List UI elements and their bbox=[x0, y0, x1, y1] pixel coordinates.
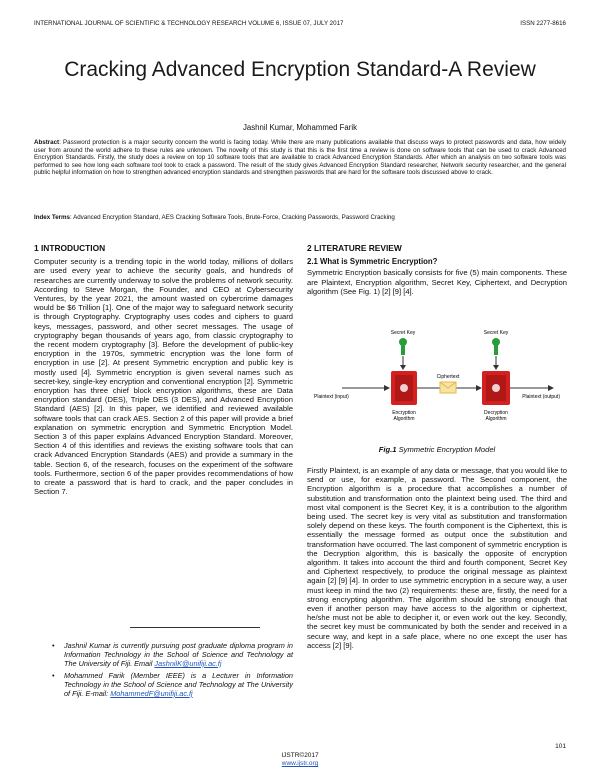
page-number: 101 bbox=[555, 743, 566, 750]
decryption-safe-icon bbox=[482, 371, 510, 405]
encryption-label: Encryption bbox=[392, 410, 416, 416]
bullet-icon: • bbox=[52, 671, 55, 681]
footer-code: IJSTR©2017 bbox=[281, 752, 319, 759]
paper-title: Cracking Advanced Encryption Standard-A Review bbox=[64, 58, 536, 81]
secret-key-icon bbox=[399, 338, 407, 370]
arrow-head-icon bbox=[384, 385, 390, 391]
secret-key-label: Secret Key bbox=[390, 330, 416, 336]
plaintext-output-label: Plaintext (output) bbox=[522, 394, 560, 400]
envelope-icon bbox=[440, 382, 456, 393]
issn: ISSN 2277-8616 bbox=[520, 20, 566, 27]
secret-key-label: Secret Key bbox=[483, 330, 509, 336]
decryption-label: Decryption bbox=[484, 410, 508, 416]
index-terms-text: : Advanced Encryption Standard, AES Cracking Software Tools, Brute-Force, Cracking Passwords, Password Cracking bbox=[70, 214, 395, 221]
abstract bbox=[34, 139, 566, 177]
author-note-text: Jashnil Kumar is currently pursuing post graduate diploma program in Information Technology in the School of Science and Technology at The University of Fiji. Email bbox=[64, 641, 293, 668]
arrow-head-icon bbox=[476, 385, 482, 391]
author-note bbox=[52, 642, 293, 668]
author-notes bbox=[52, 642, 293, 703]
section-2-1-heading: 2.1 What is Symmetric Encryption? bbox=[307, 257, 438, 267]
section-1-body: Computer security is a trending topic in the world today, millions of dollars are used every year to achieve the security goals, and hundreds of researches are currently underway to solve the problems of network security. According to Steve Morgan, the Founder, and CEO at Cybersecurity Ventures, by the year 2021, the amount wasted on cybercrime damages would be $6 Trillion [1]. One of the major way to safeguard network security is through Cryptography. Cryptography uses codes and ciphers to guard keys, messages, password, and other secret messages. The usage of cryptography began thousands of years ago, from classic cryptography to the recent modern cryptography [3]. Before the development of public-key encryption in the 1970s, symmetric encryption was the lone form of encryption in use [2]. At present Symmetric encryption and public key is mostly used [4]. Symmetric encryption is given several names such as secret-key, single-key encryption and conventional encryption [2]. Symmetric encryption has three chief block encryption algorithms, these are Data encryption standard (DES), Triple DES (3 DES), and Advanced Encryption Standard (AES) [2]. In this paper, we identified and reviewed available software tools that can crack AES. Section 2 of this paper will provide a brief explanation on symmetric encryption and Symmetric Encryption Model. Section 3 of this paper explains Advanced Encryption Standard. Moreover, Section 4 of this identifies and reviews the existing software tools that can crack Advanced Encryption Standards (AES) and provide a summary in the table. Section 6, of the research, focuses on the experiment of the software tools. Furthermore, section 6 of the paper provides recommendations of how to create a password that is hard to crack, and the paper concludes in Section 7. bbox=[34, 257, 293, 497]
abstract-label: Abstract bbox=[34, 139, 60, 146]
bullet-icon: • bbox=[52, 641, 55, 650]
author-note bbox=[52, 672, 293, 698]
figure-number: Fig.1 bbox=[378, 445, 397, 454]
author-note-text: Mohammed Farik (Member IEEE) is a Lecturer in Information Technology in the School of Science and Technology at The University of Fiji. E-mail: bbox=[64, 671, 293, 698]
secret-key-icon bbox=[492, 338, 500, 370]
encryption-safe-icon bbox=[391, 371, 417, 405]
ciphertext-label: Ciphertext bbox=[436, 374, 460, 380]
email-link[interactable]: MohammedF@unifiji.ac.fj bbox=[110, 688, 193, 698]
plaintext-input-label: Plaintext (input) bbox=[314, 394, 349, 400]
symmetric-encryption-diagram bbox=[312, 324, 562, 444]
arrow-head-icon bbox=[548, 385, 554, 391]
right-column bbox=[307, 244, 567, 296]
footer-url-link[interactable]: www.ijstr.org bbox=[281, 760, 319, 767]
section-2-1-intro: Symmetric Encryption basically consists for five (5) main components. These are Plaintext, Encryption algorithm, Secret Key, Ciphertext, and Decryption algorithm (See Fig. 1) [2] [9] [4]. bbox=[307, 268, 567, 296]
encryption-label: Algorithm bbox=[393, 416, 415, 422]
section-2-heading: 2 LITERATURE REVIEW bbox=[307, 243, 402, 253]
authors: Jashnil Kumar, Mohammed Farik bbox=[243, 123, 357, 132]
journal-header: INTERNATIONAL JOURNAL OF SCIENTIFIC & TECHNOLOGY RESEARCH VOLUME 6, ISSUE 07, JULY 2017 bbox=[34, 20, 344, 27]
section-1-heading: 1 INTRODUCTION bbox=[34, 243, 106, 253]
email-link[interactable]: JashnilK@unifiji.ac.fj bbox=[154, 658, 222, 668]
abstract-text: : Password protection is a major security concern the world is facing today. While there are many publications available that discuss ways to protect passwords and data, how widely user from around the world adhere to these rules are unknown. The novelty of this study is that this is the first time a review is done on software tools that can be used to crack Advanced Encryption Standards. Firstly, the study does a review on top 10 software tools that are available to crack Advanced Encryption Standards. After which an analysis on two software tools was performed to see how long each software tool took to crack a password. The result of the study gives Advanced Encryption Standard researcher, Network security researcher, and the general public helpful information on how to strengthen advanced encryption standards and strengthen passwords that are hard for the software tools discussed above to crack. bbox=[34, 139, 566, 177]
figure-caption bbox=[307, 445, 567, 454]
footnote-rule bbox=[130, 627, 260, 628]
index-terms bbox=[34, 214, 566, 222]
left-column bbox=[34, 244, 293, 496]
decryption-label: Algorithm bbox=[485, 416, 507, 422]
section-2-1-body: Firstly Plaintext, is an example of any data or message, that you would like to send or use, for example, a password. The Second component, the Encryption algorithm is a procedure that accomplishes a number of substitution and transformation onto the plaintext being used. The third and most vital component is the Secret Key, it is a contribution to the algorithm being used. The secret key is very vital as substitution and transformation solely depend on these keys. The fourth component is the Ciphertext, this is essentially the message formed as output once the substitution and transformation have occurred. The last component of symmetric encryption is the Decryption algorithm, this is basically the opposite of encryption algorithm. It takes into account the third and fourth component, Secret Key and Ciphertext respectively, to produce the original message as plaintext again [2] [9] [4]. In order to use symmetric encryption in a secure way, a user must keep in mind the two (2) requirements: these are, firstly, the need for a strong encrypting algorithm. The algorithm should be strong enough that even if another person may have access to the algorithm or ciphertext, he/she must not be able to decipher it, or even work out the key. Secondly, the secret key must be communicated by both the sender and received in a secure way, and kept in a safe place, where no one except the user has access [2] [9]. bbox=[307, 466, 567, 650]
figure-caption-text: Symmetric Encryption Model bbox=[396, 445, 496, 454]
index-terms-label: Index Terms bbox=[34, 214, 70, 221]
